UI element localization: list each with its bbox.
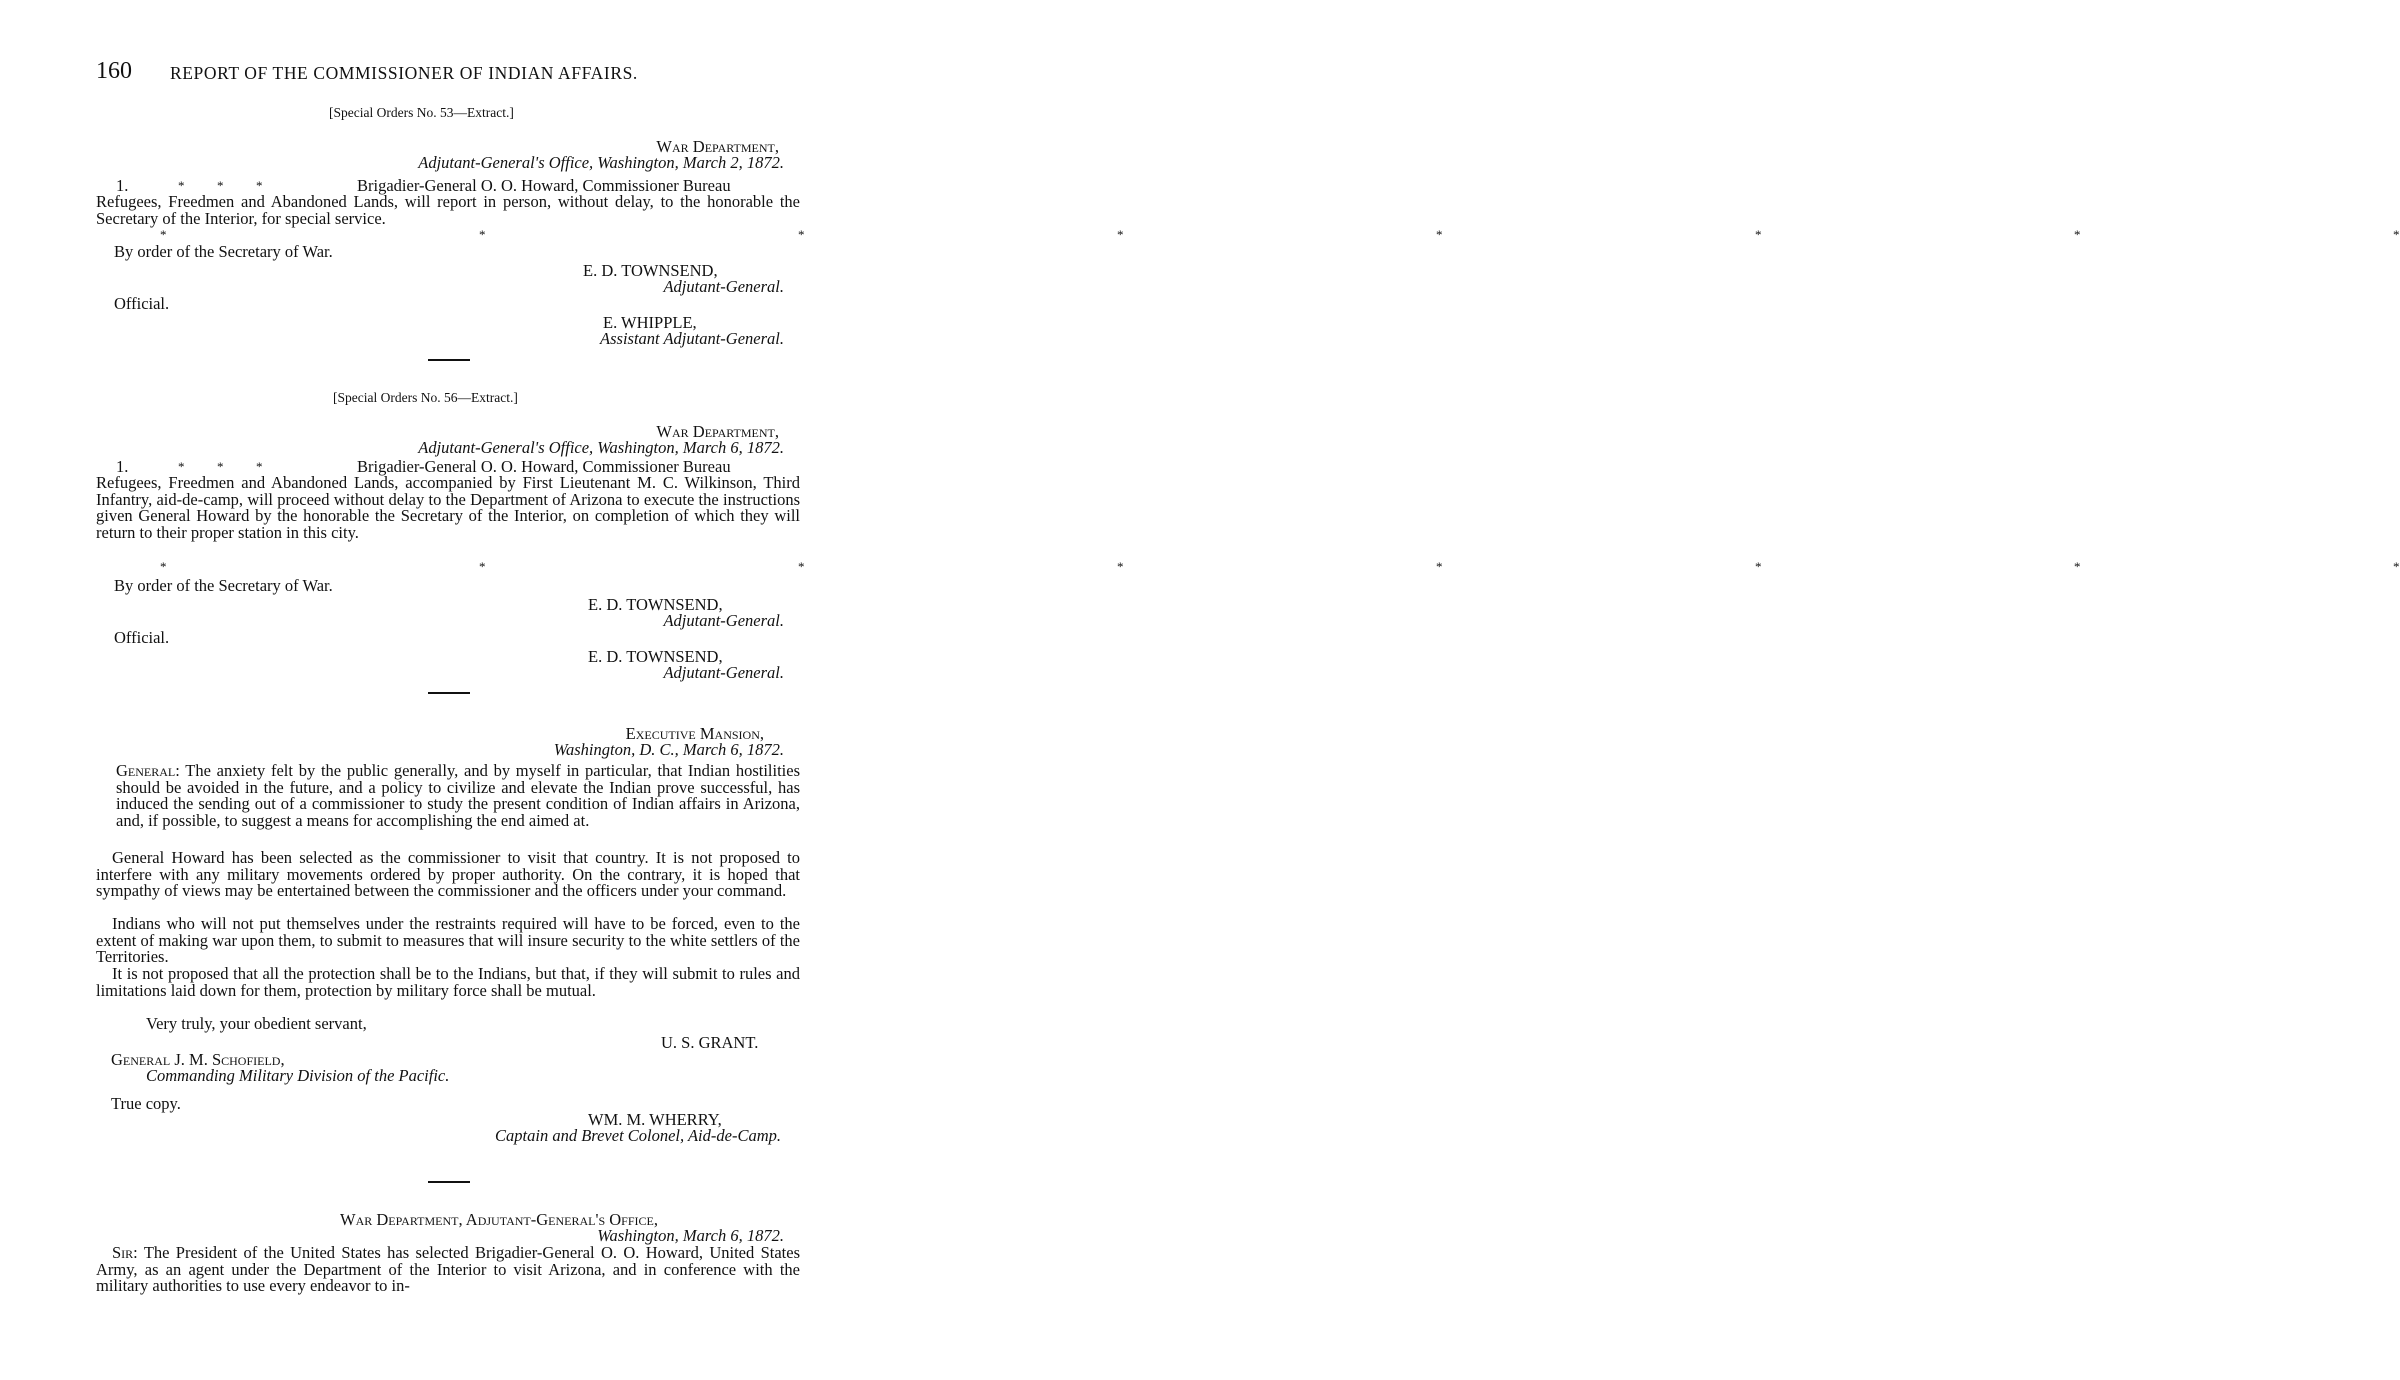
order1-num: 1. bbox=[116, 176, 129, 195]
order1-office-line: Adjutant-General's Office, Washington, March 2, 1872. bbox=[418, 153, 784, 172]
letter-salutation: General: bbox=[116, 761, 180, 780]
section-divider bbox=[428, 692, 470, 694]
letter-paragraph-2: General Howard has been selected as the commissioner to visit that country. It is not proposed to interfere with any military movements ordered by proper authority. On the contrary, it is hoped that sympathy of views may be entertained between the commissioner and the officers under your command. bbox=[96, 848, 800, 900]
final-body bbox=[96, 1245, 800, 1295]
letter-paragraph-2-block bbox=[96, 850, 800, 900]
order1-signer2-title: Assistant Adjutant-General. bbox=[600, 329, 784, 348]
order2-body-line1: Brigadier-General O. O. Howard, Commissioner Bureau bbox=[357, 457, 731, 476]
letter-paragraph-3: Indians who will not put themselves under the restraints required will have to be forced, even to the extent of making war upon them, to submit to measures that will insure security to the white settlers of the Territories. bbox=[96, 914, 800, 966]
letter-place: Executive Mansion, bbox=[625, 724, 764, 743]
final-heading: War Department, Adjutant-General's Office, bbox=[340, 1210, 658, 1229]
letter-signer: U. S. GRANT. bbox=[661, 1033, 759, 1052]
section-divider bbox=[428, 1181, 470, 1183]
order1-body-line1: Brigadier-General O. O. Howard, Commissioner Bureau bbox=[357, 176, 731, 195]
order1-signer2: E. WHIPPLE, bbox=[603, 313, 697, 332]
letter-addressee-title: Commanding Military Division of the Pacific. bbox=[146, 1066, 450, 1085]
order1-signer1-title: Adjutant-General. bbox=[663, 277, 784, 296]
order2-body: Refugees, Freedmen and Abandoned Lands, accompanied by First Lieutenant M. C. Wilkinson, Third Infantry, aid-de-camp, will proceed without delay to the Department of Arizona to execute the instructions given General Howard by the honorable the Secretary of the Interior, on completion of which they will return to their proper station in this city. bbox=[96, 473, 800, 542]
letter-paragraph-4-block bbox=[96, 966, 800, 999]
letter-paragraph-1: The anxiety felt by the public generally, and by myself in particular, that Indian hostilities should be avoided in the future, and a policy to civilize and elevate the Indian prove successful, has induced the sending out of a commissioner to study the present condition of Indian affairs in Arizona, and, if possible, to suggest a means for accomplishing the end aimed at. bbox=[116, 761, 800, 830]
order1-by-order: By order of the Secretary of War. bbox=[114, 242, 333, 261]
running-title: REPORT OF THE COMMISSIONER OF INDIAN AFFAIRS. bbox=[170, 63, 638, 83]
letter-body bbox=[116, 763, 800, 829]
order1-dept: War Department, bbox=[656, 137, 779, 156]
order2-stars-row: * * * * * * * * bbox=[160, 559, 2400, 574]
order1-stars-row: * * * * * * * * bbox=[160, 227, 2400, 242]
letter-paragraph-3-block bbox=[96, 916, 800, 966]
order2-official: Official. bbox=[114, 628, 170, 647]
final-date-line: Washington, March 6, 1872. bbox=[597, 1226, 784, 1245]
order2-body-stars: * * * bbox=[178, 459, 263, 474]
order2-by-order: By order of the Secretary of War. bbox=[114, 576, 333, 595]
letter-copy-signer-title: Captain and Brevet Colonel, Aid-de-Camp. bbox=[495, 1126, 781, 1145]
order2-office-line: Adjutant-General's Office, Washington, March 6, 1872. bbox=[418, 438, 784, 457]
order2-signer1: E. D. TOWNSEND, bbox=[588, 595, 723, 614]
order1-caption: [Special Orders No. 53—Extract.] bbox=[329, 105, 514, 120]
order1-signer1: E. D. TOWNSEND, bbox=[583, 261, 718, 280]
order1-body-stars: * * * bbox=[178, 178, 263, 193]
final-text: The President of the United States has selected Brigadier-General O. O. Howard, United States Army, as an agent under the Department of the Interior to visit Arizona, and in conference with the military authorities to use every endeavor to in- bbox=[96, 1243, 801, 1295]
final-salutation: Sir: bbox=[112, 1243, 138, 1262]
order2-caption: [Special Orders No. 56—Extract.] bbox=[333, 390, 518, 405]
order2-signer1-title: Adjutant-General. bbox=[663, 611, 784, 630]
order1-body: Refugees, Freedmen and Abandoned Lands, will report in person, without delay, to the honorable the Secretary of the Interior, for special service. bbox=[96, 192, 800, 228]
letter-addressee: General J. M. Schofield, bbox=[111, 1050, 285, 1069]
letter-paragraph-4: It is not proposed that all the protection shall be to the Indians, but that, if they will submit to rules and limitations laid down for them, protection by military force shall be mutual. bbox=[96, 964, 800, 1000]
order2-signer2: E. D. TOWNSEND, bbox=[588, 647, 723, 666]
order2-signer2-title: Adjutant-General. bbox=[663, 663, 784, 682]
section-divider bbox=[428, 359, 470, 361]
order2-num: 1. bbox=[116, 457, 129, 476]
letter-copy-signer: WM. M. WHERRY, bbox=[588, 1110, 722, 1129]
order2-dept: War Department, bbox=[656, 422, 779, 441]
page-number: 160 bbox=[96, 58, 132, 84]
letter-closing: Very truly, your obedient servant, bbox=[146, 1014, 367, 1033]
letter-date-line: Washington, D. C., March 6, 1872. bbox=[553, 740, 784, 759]
order1-official: Official. bbox=[114, 294, 170, 313]
letter-true-copy: True copy. bbox=[111, 1094, 181, 1113]
